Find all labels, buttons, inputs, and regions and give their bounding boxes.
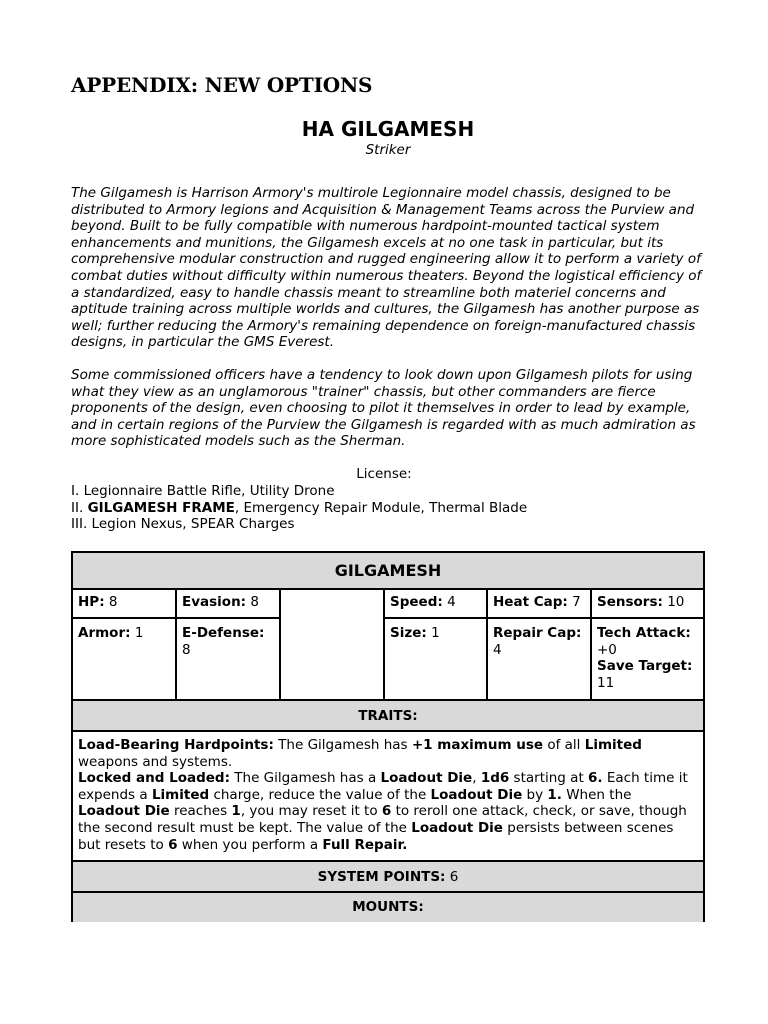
- description-paragraph-2: Some commissioned officers have a tendency to look down upon Gilgamesh pilots for using what they view as an unglamorous "trainer" chassis, but other commanders are fierce proponents of the design, even choosing to pilot it themselves in order to lead by example, and in certain regions of the Purview the Gilgamesh is regarded with as much admiration as more sophisticated models such as the Sherman.: [71, 367, 696, 450]
- license-rank-2-items: , Emergency Repair Module, Thermal Blade: [234, 499, 528, 516]
- license-list: [71, 483, 705, 533]
- stat-evasion-label: Evasion:: [182, 594, 247, 610]
- trait-text: charge, reduce the value of the: [209, 786, 431, 803]
- license-rank-1-prefix: I.: [71, 483, 80, 499]
- stat-hp-value: 8: [108, 594, 118, 610]
- stat-sensors: [592, 588, 703, 611]
- system-points-row: [73, 860, 703, 893]
- trait-text: ,: [472, 770, 481, 787]
- stat-tech-attack-label: Tech Attack:: [597, 625, 691, 641]
- trait-text: The Gilgamesh has a: [229, 770, 381, 787]
- license-rank-2: [71, 500, 705, 517]
- frame-title: HA GILGAMESH: [301, 117, 475, 141]
- stat-tech-attack-save: [592, 619, 703, 691]
- license-label: License:: [356, 466, 412, 482]
- license-rank-2-prefix: II.: [71, 499, 84, 516]
- stat-size: [385, 619, 486, 642]
- trait-keyword: Loadout Die: [78, 803, 170, 820]
- stat-edefense-label: E-Defense:: [182, 625, 265, 641]
- trait-keyword: Full Repair.: [322, 836, 408, 853]
- stat-size-label: Size:: [390, 625, 427, 641]
- trait-keyword: 6: [168, 836, 178, 853]
- traits-header: TRAITS:: [73, 699, 703, 732]
- trait-text: , you may reset it to: [240, 803, 382, 820]
- trait-keyword: 1.: [547, 786, 562, 803]
- stat-save-target-label: Save Target:: [597, 658, 693, 675]
- trait-keyword: 1: [231, 803, 241, 820]
- trait-text: of all: [543, 737, 585, 753]
- trait-keyword: 1d6: [480, 770, 510, 787]
- grid-divider: [279, 588, 281, 701]
- stat-heat-cap: [488, 588, 590, 611]
- stat-block-title: GILGAMESH: [73, 553, 703, 590]
- stat-repair-cap: [488, 619, 590, 658]
- stat-armor: [73, 619, 175, 642]
- description-paragraph-1: The Gilgamesh is Harrison Armory's multirole Legionnaire model chassis, designed to be distributed to Armory legions and Acquisition & Management Teams across the Purview and beyond. Built to be fully compatible with numerous hardpoint-mounted tactical system enhancements and munitions, the Gilgamesh excels at no one task in particular, but its comprehensive modular construction and rugged engineering allow it to perform a variety of combat duties without difficulty within numerous theaters. Beyond the logistical efficiency of a standardized, easy to handle chassis meant to streamline both materiel concerns and aptitude training across multiple worlds and cultures, the Gilgamesh has another purpose as well; further reducing the Armory's remaining dependence on foreign-manufactured chassis designs, in particular the GMS Everest.: [71, 185, 702, 351]
- trait-text: starting at: [509, 770, 589, 787]
- license-rank-3: [71, 516, 705, 533]
- stat-heat-cap-value: 7: [572, 594, 581, 610]
- trait-keyword: 6: [381, 803, 392, 820]
- stat-speed: [385, 588, 486, 611]
- trait-keyword: Limited: [151, 786, 210, 803]
- stat-edefense: [177, 619, 279, 658]
- traits-body: [73, 732, 703, 862]
- trait-keyword: 6.: [588, 770, 603, 787]
- license-rank-1: [71, 483, 705, 500]
- trait-text: to reroll one attack, check, or save, though the second result must be kept. The value of the: [78, 803, 687, 836]
- trait-keyword: Loadout Die: [430, 786, 523, 803]
- trait-text: persists between scenes but resets to: [78, 819, 674, 853]
- trait-text: weapons and systems.: [78, 753, 233, 770]
- trait-text: When the: [561, 786, 632, 803]
- trait-text: by: [522, 786, 548, 803]
- stat-block-table: [71, 551, 705, 922]
- trait-keyword: Loadout Die: [411, 819, 503, 836]
- stat-sensors-value: 10: [667, 594, 685, 610]
- appendix-heading: APPENDIX: NEW OPTIONS: [71, 73, 373, 97]
- stat-hp: [73, 588, 175, 611]
- license-rank-2-frame: GILGAMESH FRAME: [87, 499, 235, 516]
- stat-repair-cap-value: 4: [493, 641, 502, 658]
- trait-keyword: +1 maximum use: [411, 737, 544, 753]
- trait-name: Load-Bearing Hardpoints:: [78, 737, 274, 753]
- trait-text: when you perform a: [177, 836, 323, 853]
- trait-load-bearing-hardpoints: [78, 737, 697, 770]
- trait-text: reaches: [169, 803, 232, 820]
- stat-tech-attack-value: +0: [597, 641, 617, 658]
- trait-name: Locked and Loaded:: [78, 770, 230, 787]
- stat-grid: [73, 588, 703, 701]
- stat-evasion: [177, 588, 279, 611]
- trait-text: The Gilgamesh has: [273, 737, 412, 753]
- trait-keyword: Loadout Die: [380, 770, 473, 787]
- system-points-value: 6: [449, 869, 459, 885]
- frame-role: Striker: [365, 142, 411, 158]
- stat-armor-label: Armor:: [78, 625, 131, 641]
- license-rank-3-prefix: III.: [71, 516, 88, 533]
- stat-armor-value: 1: [134, 625, 144, 641]
- stat-hp-label: HP:: [78, 594, 105, 610]
- trait-text: Each time it expends a: [78, 770, 688, 803]
- license-rank-3-items: Legion Nexus, SPEAR Charges: [91, 516, 295, 533]
- license-rank-1-items: Legionnaire Battle Rifle, Utility Drone: [83, 483, 335, 499]
- stat-size-value: 1: [431, 625, 440, 641]
- stat-speed-label: Speed:: [390, 594, 443, 610]
- stat-sensors-label: Sensors:: [597, 594, 663, 610]
- stat-repair-cap-label: Repair Cap:: [493, 625, 582, 641]
- trait-locked-and-loaded: [78, 770, 697, 853]
- stat-save-target-value: 11: [597, 674, 615, 691]
- stat-edefense-value: 8: [182, 641, 191, 658]
- mounts-row: MOUNTS:: [73, 891, 703, 922]
- trait-keyword: Limited: [584, 737, 642, 753]
- stat-evasion-value: 8: [250, 594, 259, 610]
- stat-speed-value: 4: [447, 594, 456, 610]
- stat-heat-cap-label: Heat Cap:: [493, 594, 568, 610]
- system-points-label: SYSTEM POINTS:: [317, 869, 446, 885]
